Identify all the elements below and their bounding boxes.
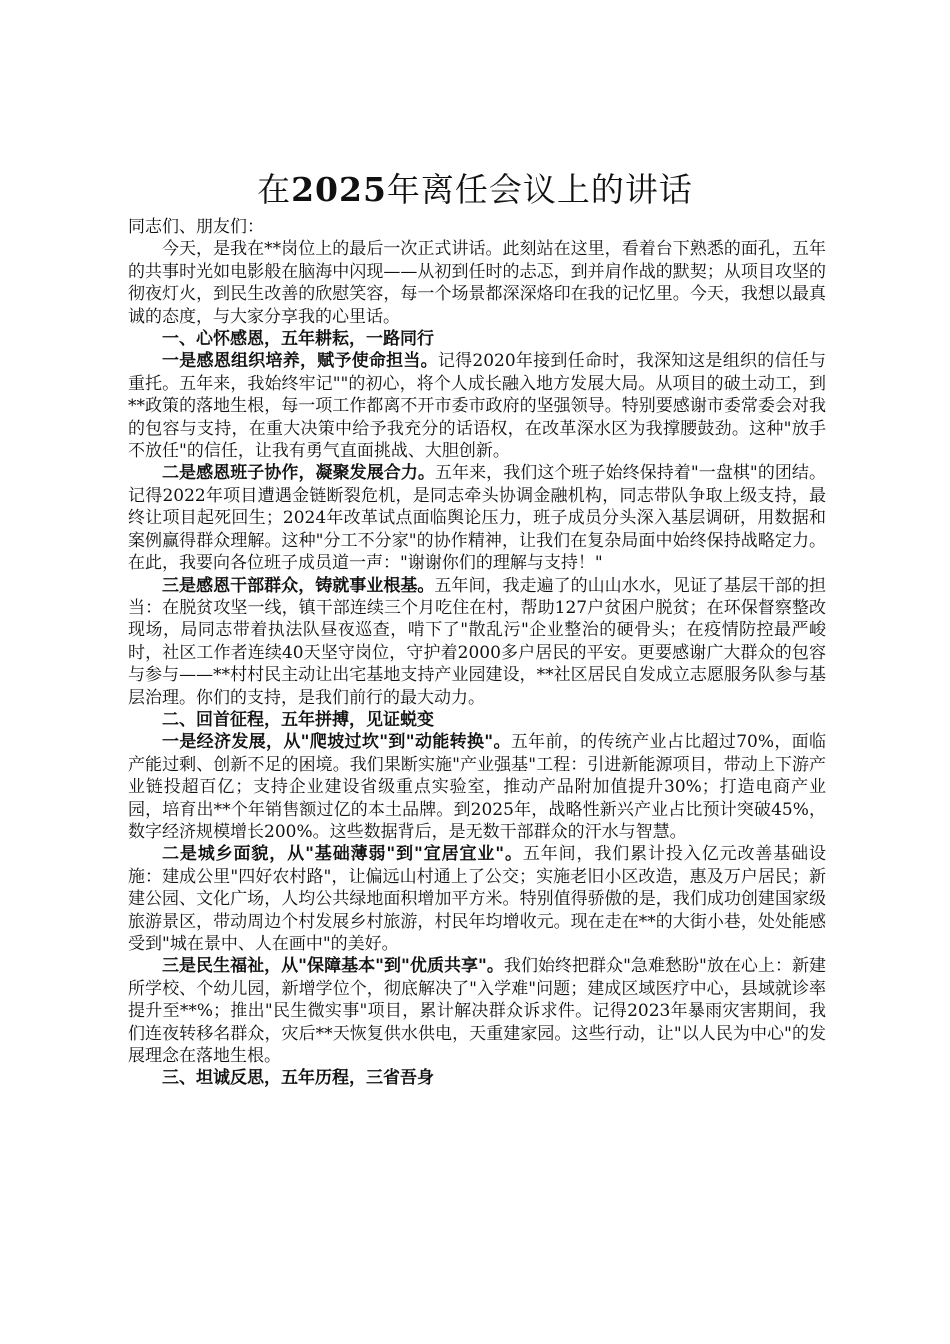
title-prefix: 在	[257, 170, 292, 209]
paragraph-body: 五年间，我们累计投入亿元改善基础设施：建成公里"四好农村路"，让偏远山村通上了公交；实施老旧小区改造，惠及万户居民；新建公园、文化广场，人均公共绿地面积增加平方米。特别值得骄傲的是，我们成功创建国家级旅游景区，带动周边个村发展乡村旅游，村民年均增收元。现在走在**的大街小巷，处处能感受到"城在景中、人在画中"的美好。	[128, 844, 826, 954]
paragraph-lead: 三是感恩干部群众，铸就事业根基。	[162, 575, 435, 596]
intro-paragraph: 今天，是我在**岗位上的最后一次正式讲话。此刻站在这里，看着台下熟悉的面孔，五年的共事时光如电影般在脑海中闪现——从初到任时的忐忑，到并肩作战的默契；从项目攻坚的彻夜灯火，到民生改善的欣慰笑容，每一个场景都深深烙印在我的记忆里。今天，我想以最真诚的态度，与大家分享我的心里话。	[128, 239, 826, 327]
title-suffix: 年离任会议上的讲话	[386, 170, 693, 209]
paragraph	[128, 575, 826, 709]
paragraph-lead: 一是经济发展，从"爬坡过坎"到"动能转换"。	[162, 732, 511, 753]
speech-body	[128, 216, 826, 1090]
section-heading-3: 三、坦诚反思，五年历程，三省吾身	[162, 1068, 434, 1089]
paragraph	[128, 731, 826, 843]
paragraph-body: 五年来，我们这个班子始终保持着"一盘棋"的团结。记得2022年项目遭遇金链断裂危机，是同志牵头协调金融机构，同志带队争取上级支持，最终让项目起死回生；2024年改革试点面临舆论压力，班子成员分头深入基层调研，用数据和案例赢得群众理解。这种"分工不分家"的协作精神，让我们在复杂局面中始终保持战略定力。在此，我要向各位班子成员道一声："谢谢你们的理解与支持！"	[128, 463, 826, 574]
paragraph-body: 记得2020年接到任命时，我深知这是组织的信任与重托。五年来，我始终牢记""的初心，将个人成长融入地方发展大局。从项目的破土动工，到**政策的落地生根，每一项工作都离不开市委市政府的坚强领导。特别要感谢市委常委会对我的包容与支持，在重大决策中给予我充分的话语权，在改革深水区为我撑腰鼓劲。这种"放手不放任"的信任，让我有勇气直面挑战、大胆创新。	[128, 351, 827, 462]
paragraph-lead: 二是感恩班子协作，凝聚发展合力。	[162, 463, 435, 484]
salutation: 同志们、朋友们：	[128, 217, 264, 237]
paragraph	[128, 350, 826, 462]
title-year: 2025	[291, 170, 387, 209]
paragraph	[128, 843, 826, 955]
paragraph-lead: 三是民生福祉，从"保障基本"到"优质共享"。	[162, 956, 504, 977]
page-title	[0, 168, 950, 212]
section-heading-2: 二、回首征程，五年拼搏，见证蜕变	[162, 709, 434, 730]
paragraph	[128, 462, 826, 574]
paragraph	[128, 955, 826, 1067]
paragraph-lead: 一是感恩组织培养，赋予使命担当。	[162, 351, 438, 372]
paragraph-body: 五年前，的传统产业占比超过70%，面临产能过剩、创新不足的困境。我们果断实施"产业强基"工程：引进新能源项目，带动上下游产业链投超百亿；支持企业建设省级重点实验室，推动产品附加值提升30%；打造电商产业园，培育出**个年销售额过亿的本土品牌。到2025年，战略性新兴产业占比预计突破45%，数字经济规模增长200%。这些数据背后，是无数干部群众的汗水与智慧。	[128, 732, 826, 842]
paragraph-body: 我们始终把群众"急难愁盼"放在心上：新建所学校、个幼儿园，新增学位个，彻底解决了"入学难"问题；建成区域医疗中心，县域就诊率提升至**%；推出"民生微实事"项目，累计解决群众诉求件。记得2023年暴雨灾害期间，我们连夜转移名群众，灾后**天恢复供水供电，天重建家园。这些行动，让"以人民为中心"的发展理念在落地生根。	[128, 956, 826, 1067]
section-heading-1: 一、心怀感恩，五年耕耘，一路同行	[162, 329, 434, 350]
paragraph-lead: 二是城乡面貌，从"基础薄弱"到"宜居宜业"。	[162, 844, 523, 865]
paragraph-body: 五年间，我走遍了的山山水水，见证了基层干部的担当：在脱贫攻坚一线，镇干部连续三个月吃住在村，帮助127户贫困户脱贫；在环保督察整改现场，局同志带着执法队昼夜巡查，啃下了"散乱污"企业整治的硬骨头；在疫情防控最严峻时，社区工作者连续40天坚守岗位，守护着2000多户居民的平安。更要感谢广大群众的包容与参与——**村村民主动让出宅基地支持产业园建设，**社区居民自发成立志愿服务队参与基层治理。你们的支持，是我们前行的最大动力。	[128, 575, 826, 708]
